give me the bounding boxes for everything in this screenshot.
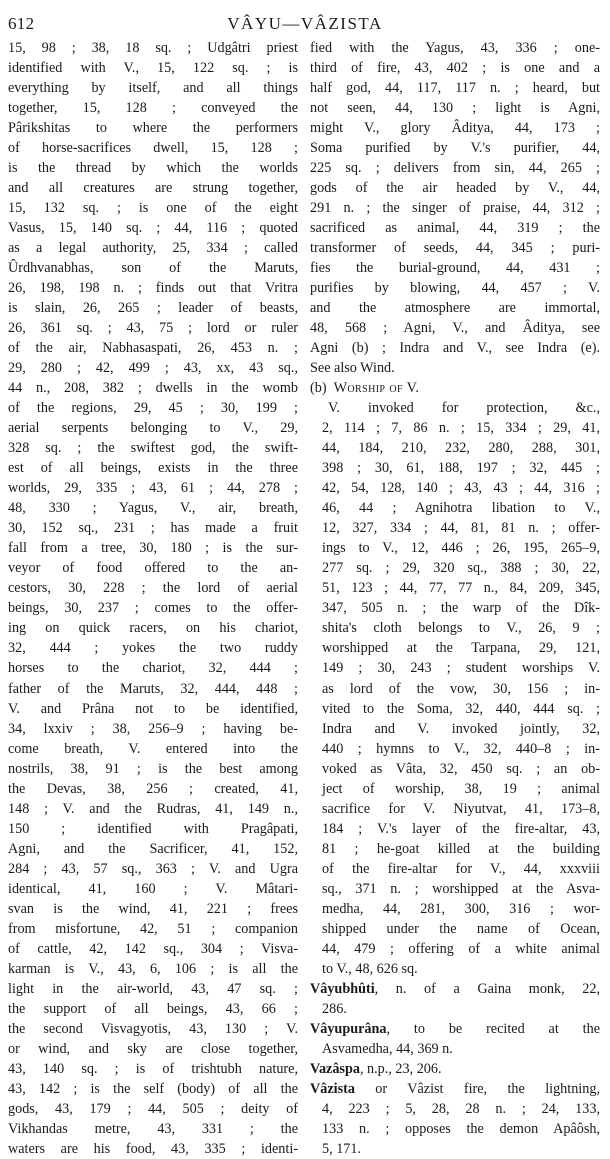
index-line: of the fire-altar for V., 44, xxxviii	[322, 860, 600, 877]
index-line: V. invoked for protection, &c.,	[328, 400, 600, 417]
entry-line: 5, 171.	[322, 1140, 362, 1157]
index-line: light in the air-world, 43, 47 sq. ;	[8, 980, 298, 997]
index-line: Agni (b) ; Indra and V., see Indra (e).	[310, 340, 600, 357]
index-line: of the air, Nabhasaspati, 26, 453 n. ;	[8, 340, 298, 357]
entry-text: , n.p., 23, 206.	[359, 1060, 442, 1077]
entry-first-line	[310, 1019, 600, 1039]
index-line: 44, 184, 210, 232, 280, 288, 301,	[322, 440, 600, 457]
subsection-title: Worship of V.	[333, 380, 420, 397]
index-line: the second Visvagyotis, 43, 130 ; V.	[8, 1020, 298, 1037]
index-line: sacrificed as animal, 44, 319 ; the	[310, 220, 600, 237]
index-line: 32, 444 ; yokes the two ruddy	[8, 640, 298, 657]
page-header	[0, 8, 610, 38]
index-line: 29, 280 ; 42, 499 ; 43, xx, 43 sq.,	[8, 360, 298, 377]
index-line: voked as Vâta, 32, 450 sq. ; an ob-	[322, 760, 600, 777]
entry-text: , n. of a Gaina monk, 22,	[374, 980, 600, 997]
index-line: and the atmosphere are immortal,	[310, 300, 600, 317]
index-line: 347, 505 n. ; the warp of the Dîk-	[322, 600, 600, 617]
index-line: fied with the Yagus, 43, 336 ; one-	[310, 40, 600, 56]
index-line: or wind, and sky are close together,	[8, 1040, 298, 1057]
index-line: from misfortune, 42, 51 ; companion	[8, 920, 298, 937]
index-line: 284 ; 43, 57 sq., 363 ; V. and Ugra	[8, 860, 298, 877]
entry-line: 286.	[322, 1000, 347, 1017]
index-line: purifies by blowing, 44, 457 ; V.	[310, 280, 600, 297]
entry-text: , to be recited at the	[386, 1020, 600, 1037]
index-line: 42, 54, 128, 140 ; 43, 43 ; 44, 316 ;	[322, 480, 600, 497]
index-line: 2, 114 ; 7, 86 n. ; 15, 334 ; 29, 41,	[322, 420, 600, 437]
index-line: 81 ; he-goat killed at the building	[322, 840, 600, 857]
index-line: fies the burial-ground, 44, 431 ;	[310, 260, 600, 277]
index-line: 291 n. ; the singer of praise, 44, 312 ;	[310, 200, 600, 217]
index-line: 149 ; 30, 243 ; student worships V.	[322, 660, 600, 677]
index-line: 26, 361 sq. ; 43, 75 ; lord or ruler	[8, 320, 298, 337]
index-line: father of the Maruts, 32, 444, 448 ;	[8, 680, 298, 697]
index-line: svan is the wind, 41, 221 ; frees	[8, 900, 298, 917]
index-line: waters are his food, 43, 335 ; identi-	[8, 1140, 298, 1157]
index-line: V. and Prâna not to be identified,	[8, 700, 298, 717]
index-line: Pârikshitas to where the performers	[8, 120, 298, 137]
index-line: cestors, 30, 228 ; the lord of aerial	[8, 580, 298, 597]
index-line: identical, 41, 160 ; V. Mâtari-	[8, 880, 298, 897]
entry-headword: Vâyupurâna	[310, 1020, 387, 1037]
index-line: Indra and V. invoked jointly, 32,	[322, 720, 600, 737]
index-line: shipped under the name of Ocean,	[322, 920, 600, 937]
index-line: as lord of the vow, 30, 156 ; in-	[322, 680, 600, 697]
index-line: not seen, 44, 130 ; light is Agni,	[310, 100, 600, 117]
index-line: worlds, 29, 335 ; 43, 61 ; 44, 278 ;	[8, 480, 298, 497]
index-line: come breath, V. entered into the	[8, 740, 298, 757]
index-line: the support of all beings, 43, 66 ;	[8, 1000, 298, 1017]
index-line: transformer of seeds, 44, 345 ; puri-	[310, 240, 600, 257]
index-line: est of all beings, exists in the three	[8, 460, 298, 477]
index-line: sacrifice for V. Niyutvat, 41, 173–8,	[322, 800, 600, 817]
index-line: 15, 98 ; 38, 18 sq. ; Udgâtri priest	[8, 40, 298, 56]
index-line: and all creatures are strung together,	[8, 180, 298, 197]
index-line: Vasus, 15, 140 sq. ; 44, 116 ; quoted	[8, 220, 298, 237]
index-line: ject of worship, 38, 19 ; animal	[322, 780, 600, 797]
index-line: 150 ; identified with Pragâpati,	[8, 820, 298, 837]
index-line: 44 n., 208, 382 ; dwells in the womb	[8, 380, 298, 397]
index-line: 328 sq. ; the swiftest god, the swift-	[8, 440, 298, 457]
index-line: Soma purified by V.'s purifier, 44,	[310, 140, 600, 157]
subsection-marker: (b)	[310, 380, 327, 397]
index-line: 225 sq. ; delivers from sin, 44, 265 ;	[310, 160, 600, 177]
index-line: sq., 371 n. ; worshipped at the Asva-	[322, 880, 600, 897]
index-line: worshipped at the Tarpana, 29, 121,	[322, 640, 600, 657]
index-line: See also Wind.	[310, 360, 395, 377]
entry-first-line	[310, 979, 600, 999]
entry-line: Asvamedha, 44, 369 n.	[322, 1040, 453, 1057]
index-line: ings to V., 12, 446 ; 26, 195, 265–9,	[322, 540, 600, 557]
index-line: the Devas, 38, 256 ; created, 41,	[8, 780, 298, 797]
index-line: of horse-sacrifices dwell, 15, 128 ;	[8, 140, 298, 157]
index-line: of cattle, 42, 142 sq., 304 ; Visva-	[8, 940, 298, 957]
index-line: as a legal authority, 25, 334 ; called	[8, 240, 298, 257]
index-line: to V., 48, 626 sq.	[322, 960, 418, 977]
entry-text: or Vâzist fire, the lightning,	[354, 1080, 600, 1097]
index-line: 184 ; V.'s layer of the fire-altar, 43,	[322, 820, 600, 837]
index-line: nostrils, 38, 91 ; is the best among	[8, 760, 298, 777]
index-line: 48, 330 ; Yagus, V., air, breath,	[8, 500, 298, 517]
index-line: karman is V., 43, 6, 106 ; is all the	[8, 960, 298, 977]
entry-headword: Vâyubhûti	[310, 980, 375, 997]
index-line: 15, 132 sq. ; is one of the eight	[8, 200, 298, 217]
index-line: Vikhandas metre, 43, 331 ; the	[8, 1120, 298, 1137]
index-line: 43, 142 ; is the self (body) of all the	[8, 1080, 298, 1097]
index-line: ing on quick racers, on his chariot,	[8, 620, 298, 637]
index-line: 440 ; hymns to V., 32, 440–8 ; in-	[322, 740, 600, 757]
entry-headword: Vazâspa	[310, 1060, 360, 1077]
index-line: 43, 140 sq. ; is of trishtubh nature,	[8, 1060, 298, 1077]
index-line: gods of the air headed by V., 44,	[310, 180, 600, 197]
index-line: 44, 479 ; offering of a white animal	[322, 940, 600, 957]
index-line: 12, 327, 334 ; 44, 81, 81 n. ; offer-	[322, 520, 600, 537]
index-line: is slain, 26, 265 ; leader of beasts,	[8, 300, 298, 317]
running-head: VÂYU—VÂZISTA	[227, 14, 383, 33]
index-line: together, 15, 128 ; conveyed the	[8, 100, 298, 117]
entry-first-line	[310, 1059, 600, 1079]
index-line: is the thread by which the worlds	[8, 160, 298, 177]
page-number: 612	[8, 14, 35, 33]
index-line: medha, 44, 281, 300, 316 ; wor-	[322, 900, 600, 917]
index-line: horses to the chariot, 32, 444 ;	[8, 660, 298, 677]
index-line: 51, 123 ; 44, 77, 77 n., 84, 209, 345,	[322, 580, 600, 597]
index-line: vited to the Soma, 32, 440, 444 sq. ;	[322, 700, 600, 717]
index-line: veyor of food offered to the an-	[8, 560, 298, 577]
index-line: might V., glory Âditya, 44, 173 ;	[310, 120, 600, 137]
index-line: of the regions, 29, 45 ; 30, 199 ;	[8, 400, 298, 417]
index-line: half god, 44, 117, 117 n. ; heard, but	[310, 80, 600, 97]
index-line: 26, 198, 198 n. ; finds out that Vritra	[8, 280, 298, 297]
index-line: everything by itself, and all things	[8, 80, 298, 97]
index-line: 148 ; V. and the Rudras, 41, 149 n.,	[8, 800, 298, 817]
index-line: aerial serpents belonging to V., 29,	[8, 420, 298, 437]
index-line: third of fire, 43, 402 ; is one and a	[310, 60, 600, 77]
right-column	[310, 38, 600, 1159]
index-line: 46, 44 ; Agnihotra libation to V.,	[322, 500, 600, 517]
index-line: 398 ; 30, 61, 188, 197 ; 32, 445 ;	[322, 460, 600, 477]
index-line: 48, 568 ; Agni, V., and Âditya, see	[310, 320, 600, 337]
left-column	[8, 38, 298, 1159]
entry-line: 4, 223 ; 5, 28, 28 n. ; 24, 133,	[322, 1100, 600, 1117]
subsection-heading	[310, 378, 600, 398]
index-line: identified with V., 15, 122 sq. ; is	[8, 60, 298, 77]
entry-line: 133 n. ; opposes the demon Apâôsh,	[322, 1120, 600, 1137]
index-line: 277 sq. ; 29, 320 sq., 388 ; 30, 22,	[322, 560, 600, 577]
index-line: 30, 152 sq., 231 ; has made a fruit	[8, 520, 298, 537]
index-line: beings, 30, 237 ; comes to the offer-	[8, 600, 298, 617]
index-line: shita's cloth belongs to V., 26, 9 ;	[322, 620, 600, 637]
entry-headword: Vâzista	[310, 1080, 355, 1097]
index-line: Ûrdhvanabhas, son of the Maruts,	[8, 260, 298, 277]
index-line: fall from a tree, 30, 180 ; is the sur-	[8, 540, 298, 557]
index-line: gods, 43, 179 ; 44, 505 ; deity of	[8, 1100, 298, 1117]
entry-first-line	[310, 1079, 600, 1099]
index-line: Agni, and the Sacrificer, 41, 152,	[8, 840, 298, 857]
index-line: 34, lxxiv ; 38, 256–9 ; having be-	[8, 720, 298, 737]
